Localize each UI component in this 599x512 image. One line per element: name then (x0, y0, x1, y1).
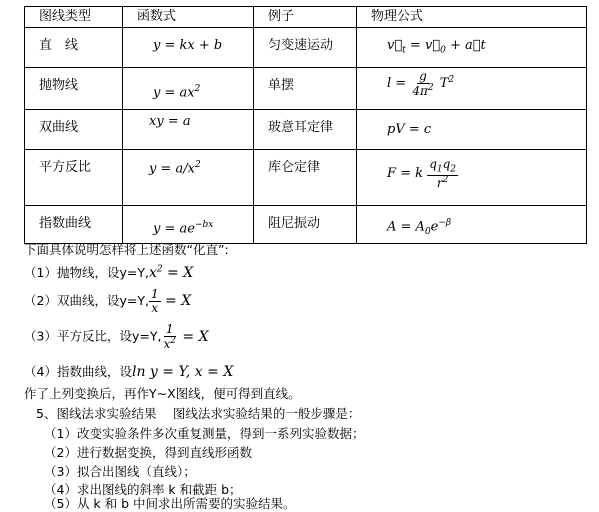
row-physics-formula (357, 28, 587, 68)
row-physics-formula (357, 68, 587, 110)
row-type: 双曲线 (25, 110, 123, 150)
curve-type-table (24, 6, 587, 244)
step-item: （4）求出图线的斜率 k 和截距 b； (44, 482, 242, 497)
function-hyperbola: xy = a (149, 114, 191, 129)
after-transform-text: 作了上列变换后，再作Y∼X图线，便可得到直线。 (24, 386, 301, 401)
formula-coulomb: F = k $\frac{q_1q_2}{r^2}$ (387, 157, 457, 190)
transform-formula: ln y = Y, x = X (131, 364, 234, 380)
transform-formula: $x^2 = X$ (148, 264, 194, 281)
table-row (25, 68, 587, 110)
row-function (123, 28, 254, 68)
item-label: （1）抛物线，设y=Y, (24, 265, 149, 280)
row-type: 指数曲线 (25, 206, 123, 244)
row-type: 直 线 (25, 28, 123, 68)
row-example: 玻意耳定律 (254, 110, 357, 150)
item-label: （3）平方反比，设y=Y, (24, 328, 162, 344)
row-example: 库仑定律 (254, 150, 357, 206)
table-header-row (25, 7, 587, 28)
table-row (25, 28, 587, 68)
function-parabola: $y = ax^2$ (153, 84, 201, 101)
row-function (123, 206, 254, 244)
row-example: 阻尼振动 (254, 206, 357, 244)
intro-text: 下面具体说明怎样将上述函数“化直”: (24, 242, 229, 257)
row-example: 匀变速运动 (254, 28, 357, 68)
item-label: （4）指数曲线，设 (24, 364, 132, 379)
row-example: 单摆 (254, 68, 357, 110)
row-function (123, 68, 254, 110)
item-label: （2）双曲线，设y=Y, (24, 293, 149, 309)
row-function (123, 150, 254, 206)
step-item: （5）从 k 和 b 中间求出所需要的实验结果。 (44, 496, 296, 511)
table-row (25, 206, 587, 244)
formula-pendulum: l = $\frac{g}{4\pi^2}$ $T^2$ (387, 69, 455, 98)
step-item: （2）进行数据变换，得到直线形函数 (44, 445, 252, 460)
header-curve-type: 图线类型 (25, 7, 123, 28)
row-physics-formula (357, 150, 587, 206)
step-item: （3）拟合出图线（直线）； (44, 464, 196, 479)
header-example: 例子 (254, 7, 357, 28)
formula-boyle: pV = c (387, 122, 432, 137)
header-physics-formula: 物理公式 (357, 7, 587, 28)
row-type: 抛物线 (25, 68, 123, 110)
transform-item-parabola (24, 263, 193, 281)
transform-formula: $\frac{1}{x^2}$ = X (163, 322, 209, 351)
row-type: 平方反比 (25, 150, 123, 206)
function-exponential: $y = ae^{-bx}$ (153, 220, 214, 237)
step-item: （1）改变实验条件多次重复测量，得到一系列实验数据； (44, 426, 365, 441)
transform-formula: $\frac{1}{x}$ = X (150, 287, 192, 315)
formula-uniform-acceleration: $v⃗_t$ = $v⃗_0$ + a⃗t (387, 38, 486, 56)
table-row (25, 110, 587, 150)
formula-damped-oscillation: $A = A_0e^{-\beta}$ (387, 218, 452, 237)
header-function: 函数式 (123, 7, 254, 28)
transform-item-inverse-square (24, 323, 209, 350)
row-function (123, 110, 254, 150)
table-row (25, 150, 587, 206)
function-inverse-square: $y = a/x^2$ (149, 160, 201, 177)
steps-heading: 5、图线法求实验结果 图线法求实验结果的一般步骤是： (36, 406, 361, 421)
row-physics-formula (357, 110, 587, 150)
transform-item-exponential (24, 362, 233, 380)
transform-item-hyperbola (24, 288, 191, 314)
function-linear: y = kx + b (153, 38, 223, 53)
row-physics-formula (357, 206, 587, 244)
